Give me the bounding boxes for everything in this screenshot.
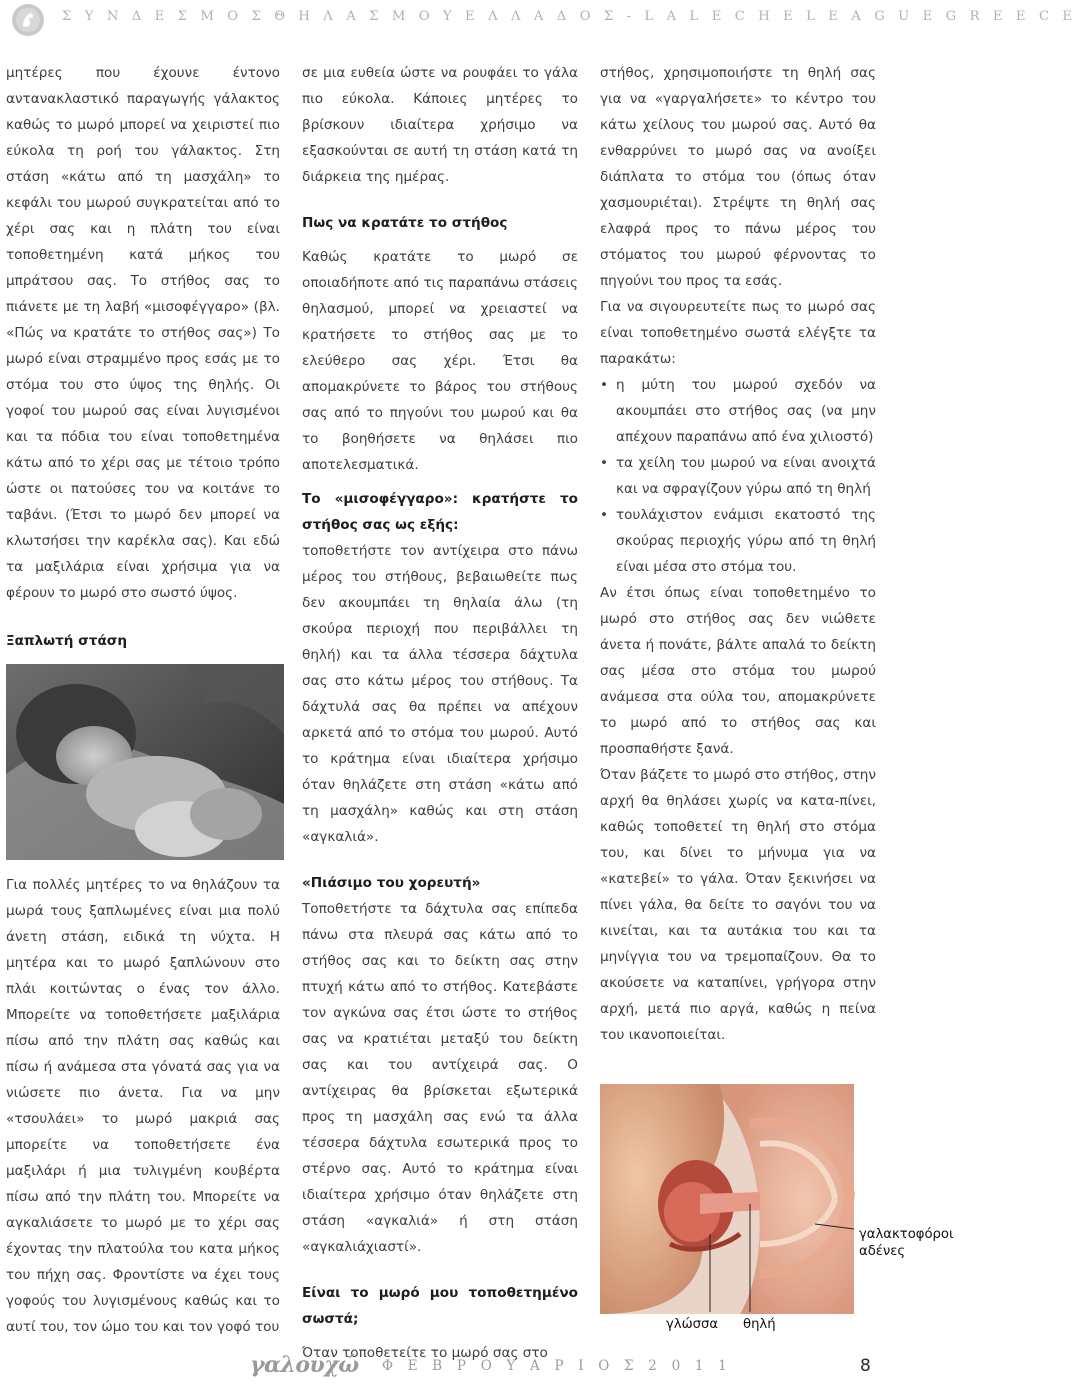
- paragraph: Αν έτσι όπως είναι τοποθετημένο το μωρό στο στήθος σας δεν νιώθετε άνετα ή πονάτε, βάλτε απαλά το δείκτη σας μέσα στο στόμα του μωρού ανάμεσα στα ούλα του, απομακρύνετε το μωρό από το στήθος σας και προσπαθήστε ξανά.: [600, 585, 876, 757]
- paragraph: Τοποθετήστε τα δάχτυλα σας επίπεδα πάνω στα πλευρά σας κάτω από το στήθος σας και το δείκτη σας στην πτυχή κάτω από το στήθος. Κατεβάστε τον αγκώνα σας έτσι ώστε το στήθος σας να κρατιέται μεταξύ του δείκτη σας και του αντίχειρά σας. Ο αντίχειρας θα βρίσκεται εξωτερικά προς τη μασχάλη σας ενώ τα άλλα τέσσερα δάχτυλα εσωτερικά προς το στέρνο σας. Αυτό το κράτημα είναι ιδιαίτερα χρήσιμο όταν θηλάζετε στη στάση «αγκαλιά» ή στη στάση «αγκαλιάχιαστί».: [302, 901, 578, 1255]
- checklist-item: [600, 372, 876, 450]
- bullet-icon: •: [600, 377, 609, 393]
- issue-date: Φ Ε Β Ρ Ο Υ Α Ρ Ι Ο Σ 2 0 1 1: [382, 1358, 732, 1374]
- paragraph: μητέρες που έχουνε έντονο αντανακλαστικό παραγωγής γάλακτος καθώς το μωρό μπορεί να χειριστεί πιο εύκολα τη ροή του γάλακτος. Στη στάση «κάτω από τη μασχάλη» το κεφάλι του μωρού συγκρατείται από το χέρι σας και η πλάτη του είναι τοποθετημένη κατά μήκος του μπράτσου σας. Το στήθος σας το πιάνετε με τη λαβή «μισοφέγγαρο» (βλ. «Πώς να κρατάτε το στήθος σας») Το μωρό είναι στραμμένο προς εσάς με το στόμα του στο ύψος της θηλής. Οι γοφοί του μωρού σας είναι λυγισμένοι και τα πόδια του είναι τοποθετημένα κάτω από το χέρι σας με τέτοιο τρόπο ώστε οι πατούσες του να κοιτάνε το ταβάνι. (Έτσι το μωρό δεν μπορεί να κλωτσήσει την καρέκλα σας). Και εδώ τα μαξιλάρια είναι χρήσιμα για να φέρουν το μωρό στο σωστό ύψος.: [6, 65, 280, 601]
- column-left-lower: [6, 872, 280, 1340]
- paragraph: σε μια ευθεία ώστε να ρουφάει το γάλα πιο εύκολα. Κάποιες μητέρες το βρίσκουν ιδιαίτερα χρήσιμο να εξασκούνται σε αυτή τη στάση κατά τη διάρκεια της ημέρας.: [302, 65, 578, 185]
- paragraph: Για πολλές μητέρες το να θηλάζουν τα μωρά τους ξαπλωμένες είναι μια πολύ άνετη στάση, ειδικά τη νύχτα. Η μητέρα και το μωρό ξαπλώνουν στο πλάι κοιτώντας ο ένας τον άλλο. Μπορείτε να τοποθετήσετε μαξιλάρια πίσω από την πλάτη σας καθώς και πίσω ή ανάμεσα στα γόνατά σας για να νιώσετε πιο άνετα. Για να μην «τσουλάει» το μωρό μακριά σας μπορείτε να τοποθετήσετε ένα μαξιλάρι ή μια τυλιγμένη κουβέρτα πίσω από την πλάτη του. Μπορείτε να αγκαλιάσετε το μωρό με το χέρι σας έχοντας την πλατούλα του κατα μήκος του πήχη σας. Φροντίστε να έχει τους γοφούς του λυγισμένους καθώς και το αυτί του, τον ώμο του και τον γοφό του: [6, 877, 280, 1335]
- logo-mark: [15, 7, 41, 33]
- paragraph: Όταν τοποθετείτε το μωρό σας στο: [302, 1345, 548, 1361]
- section-heading-dancer-hold: «Πιάσιμο του χορευτή»: [302, 875, 481, 891]
- paragraph: στήθος, χρησιμοποιήστε τη θηλή σας για να «γαργαλήσετε» το κέντρο του κάτω χείλους του μωρού σας. Αυτό θα ενθαρρύνει το μωρό σας να ανοίξει διάπλατα το στόμα του (όπως όταν χασμουριέται). Στρέψτε τη θηλή σας ελαφρά προς το πάνω μέρος του στόματος του μωρού φέρνοντας το πηγούνι του προς τα εσάς.: [600, 65, 876, 289]
- paragraph: Όταν βάζετε το μωρό στο στήθος, στην αρχή θα θηλάσει χωρίς να κατα-πίνει, καθώς τοποθετεί τη θηλή στο στόμα του, και δίνει το μήνυμα για να «κατεβεί» το γάλα. Όταν ξεκινήσει να πίνει γάλα, θα δείτε το σαγόνι του να κινείται, και τα αυτάκια του και τα μηνίγγια του να τρεμοπαίζουν. Θα το ακούσετε να καταπίνει, γρήγορα στην αρχή, μετά πιο αργά, καθώς η πείνα του ικανοποιείται.: [600, 767, 876, 1043]
- section-heading-positioned-correctly: Είναι το μωρό μου τοποθετημένο σωστά;: [302, 1285, 578, 1327]
- lying-breastfeeding-photo: [6, 664, 284, 860]
- bullet-icon: •: [600, 507, 609, 523]
- paragraph: Για να σιγουρευτείτε πως το μωρό σας είναι τοποθετημένο σωστά ελέγξτε τα παρακάτω:: [600, 299, 876, 367]
- magazine-logo: γαλουχώ: [250, 1352, 359, 1378]
- column-right: [600, 60, 876, 1048]
- section-heading-lying-position: Ξαπλωτή στάση: [6, 633, 128, 649]
- label-milk-glands: γαλακτοφόροι αδένες: [859, 1227, 954, 1259]
- association-title: Σ Υ Ν Δ Ε Σ Μ Ο Σ Θ Η Λ Α Σ Μ Ο Υ Ε Λ Λ Α Δ Ο Σ - L A L E C H E L E A G U E G R E E C E: [62, 9, 1077, 24]
- checklist-item: [600, 502, 876, 580]
- section-heading-crescent-hold: Το «μισοφέγγαρο»: κρατήστε το στήθος σας ως εξής:: [302, 491, 578, 533]
- checklist-item-text: τουλάχιστον ενάμισι εκατοστό της σκούρας περιοχής γύρω από τη θηλή είναι μέσα στο στόμα του.: [616, 507, 876, 575]
- ll-logo-icon: [12, 4, 44, 36]
- column-left: [6, 60, 280, 654]
- paragraph: Καθώς κρατάτε το μωρό σε οποιαδήποτε από τις παραπάνω στάσεις θηλασμού, μπορεί να χρειαστεί να κρατήσετε το στήθος σας με το ελεύθερο σας χέρι. Έτσι θα απομακρύνετε το βάρος του στήθους σας από το πηγούνι του μωρού και θα το βοηθήσετε να θηλάσει πιο αποτελεσματικά.: [302, 249, 579, 473]
- column-middle: [302, 60, 578, 1366]
- latch-anatomy-diagram: [600, 1084, 854, 1314]
- checklist-item-text: η μύτη του μωρού σχεδόν να ακουμπάει στο στήθος σας (να μην απέχουν παραπάνω από ένα χιλιοστό): [616, 377, 876, 445]
- page-header: [0, 0, 1077, 38]
- label-tongue: γλώσσα: [666, 1317, 719, 1332]
- page-number: 8: [860, 1356, 871, 1376]
- bullet-icon: •: [600, 455, 609, 471]
- checklist-item: [600, 450, 876, 502]
- paragraph: τοποθετήστε τον αντίχειρα στο πάνω μέρος του στήθους, βεβαιωθείτε πως δεν ακουμπάει τη θηλαία άλω (τη σκούρα περιοχή που περιβάλλει τη θηλή) και τα άλλα τέσσερα δάχτυλα σας στο κάτω μέρος του στήθους. Τα δάχτυλά σας θα πρέπει να απέχουν αρκετά από το στόμα του μωρού. Αυτό το κράτημα είναι ιδιαίτερα χρήσιμο όταν θηλάζετε στη στάση «κάτω από τη μασχάλη» καθώς και στη στάση «αγκαλιά».: [302, 543, 578, 845]
- section-heading-holding-breast: Πως να κρατάτε το στήθος: [302, 215, 508, 231]
- checklist-item-text: τα χείλη του μωρού να είναι ανοιχτά και να σφραγίζουν γύρω από τη θηλή: [616, 455, 876, 497]
- label-nipple: θηλή: [743, 1317, 776, 1332]
